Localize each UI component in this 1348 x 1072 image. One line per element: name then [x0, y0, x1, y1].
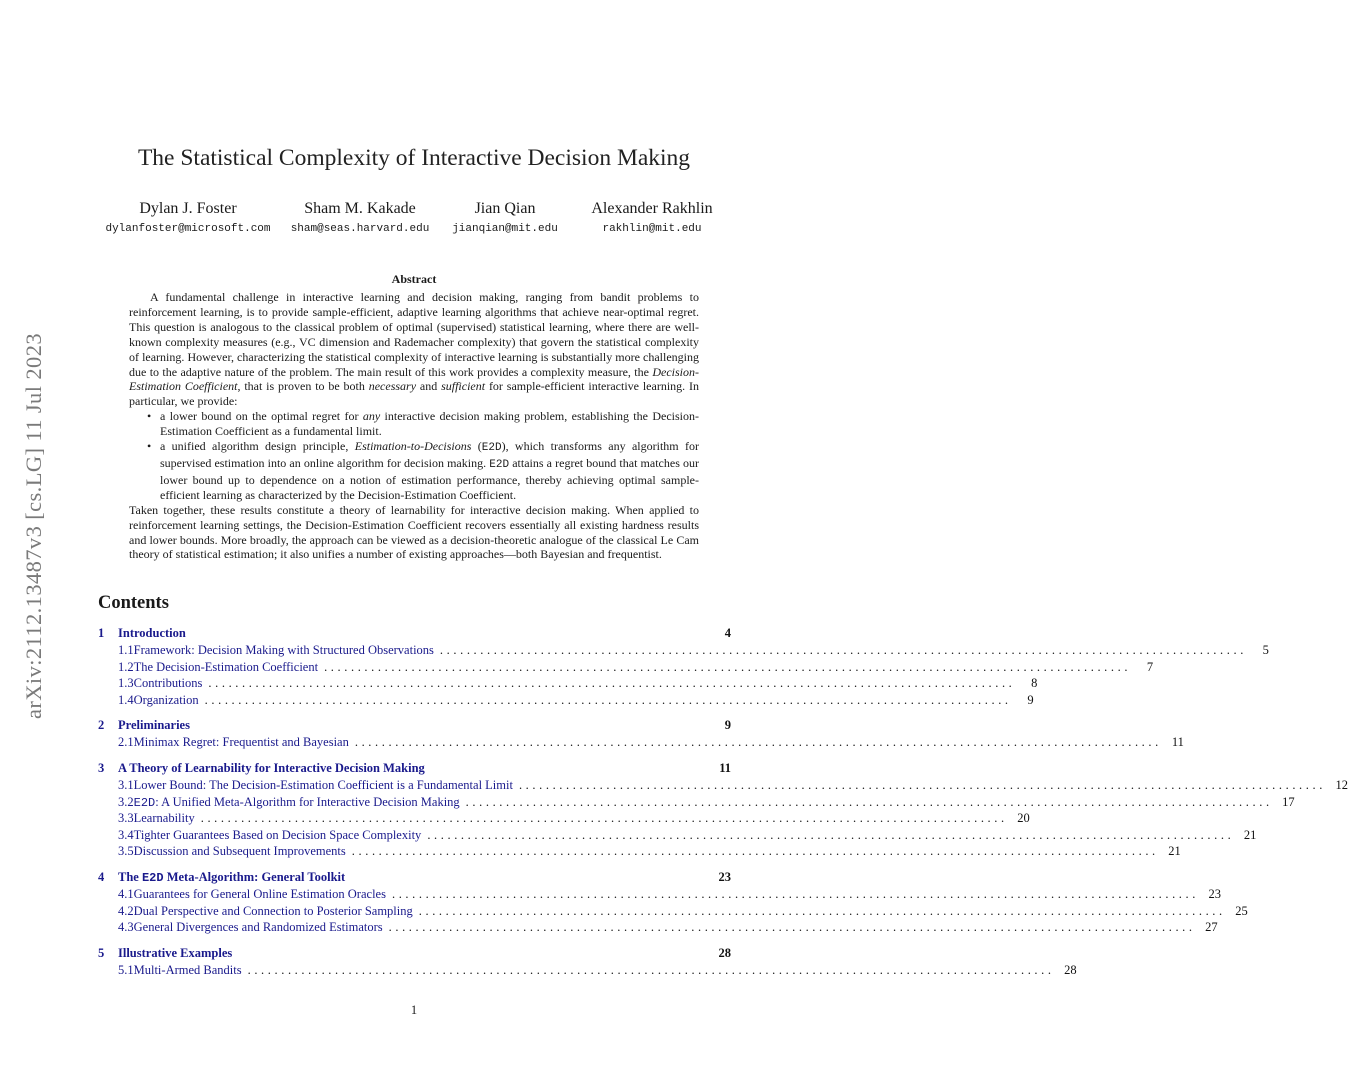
author-name: Jian Qian — [474, 200, 536, 217]
author — [105, 200, 270, 235]
abstract-heading: Abstract — [391, 272, 437, 286]
toc-section-link[interactable]: 2 Preliminaries 9 — [98, 718, 731, 733]
contents-heading: Contents — [98, 593, 169, 613]
toc-section-link[interactable]: 1 Introduction 4 — [98, 626, 731, 640]
contribution-list — [129, 409, 699, 502]
contribution-item: • a lower bound on the optimal regret for any interactive decision making problem, establishing the Decision-Estimation Coefficient as a fundamental limit. — [129, 409, 699, 439]
toc-subsection-link[interactable]: 1.2 The Decision-Estimation Coefficient ........................................................................................................................ 7 — [118, 659, 1154, 674]
toc-subsection-link[interactable]: 3.5 Discussion and Subsequent Improvements ........................................................................................................................ 21 — [118, 844, 1181, 859]
toc-section-link[interactable]: 3 A Theory of Learnability for Interactive Decision Making 11 — [98, 760, 731, 775]
author — [591, 200, 712, 235]
author-name: Dylan J. Foster — [139, 200, 237, 217]
arxiv-sidebar — [19, 296, 49, 756]
arxiv-identifier: arXiv:2112.13487v3 [cs.LG] 11 Jul 2023 — [21, 333, 46, 719]
contribution-item: • a unified algorithm design principle, Estimation-to-Decisions (E2D), which transforms any algorithm for supervised estimation into an online algorithm for decision making. E2D attains a regret bound that matches our lower bound up to dependence on a notion of estimation performance, thereby achieving optimal sample-efficient learning as characterized by the Decision-Estimation Coefficient. — [129, 439, 699, 503]
toc-subsection-link[interactable]: 1.1 Framework: Decision Making with Structured Observations ........................................................................................................................ 5 — [118, 643, 1269, 657]
paper-title: The Statistical Complexity of Interactive Decision Making — [137, 145, 691, 171]
toc-section-link[interactable]: 4 The E2D Meta-Algorithm: General Toolkit 23 — [98, 869, 731, 885]
author — [452, 200, 558, 235]
author — [291, 200, 430, 235]
toc-subsection-link[interactable]: 3.4 Tighter Guarantees Based on Decision Space Complexity ........................................................................................................................ 21 — [118, 827, 1257, 842]
toc-subsection-link[interactable]: 3.2 E2D: A Unified Meta-Algorithm for Interactive Decision Making ........................................................................................................................ 17 — [118, 794, 1295, 810]
toc-subsection-link[interactable]: 4.3 General Divergences and Randomized Estimators ........................................................................................................................ 27 — [118, 920, 1218, 935]
toc-section-link[interactable]: 5 Illustrative Examples 28 — [98, 945, 731, 960]
table-of-contents — [98, 626, 1348, 988]
toc-subsection-link[interactable]: 4.2 Dual Perspective and Connection to Posterior Sampling ........................................................................................................................ 25 — [118, 903, 1248, 918]
author-email: rakhlin@mit.edu — [602, 223, 702, 235]
author-email: dylanfoster@microsoft.com — [105, 223, 271, 235]
toc-subsection-link[interactable]: 3.3 Learnability ........................................................................................................................ 20 — [118, 811, 1030, 826]
abstract-body — [129, 290, 699, 562]
toc-section — [98, 945, 1077, 980]
toc-section — [98, 869, 1248, 937]
toc-subsection-link[interactable]: 2.1 Minimax Regret: Frequentist and Bayesian ........................................................................................................................ 11 — [118, 735, 1184, 750]
toc-subsection-link[interactable]: 1.3 Contributions ........................................................................................................................ 8 — [118, 676, 1038, 691]
toc-subsection-link[interactable]: 5.1 Multi-Armed Bandits ........................................................................................................................ 28 — [118, 962, 1077, 977]
toc-subsection-link[interactable]: 1.4 Organization ........................................................................................................................ 9 — [118, 692, 1034, 707]
abstract-paragraph: Taken together, these results constitute a theory of learnability for interactive decision making. When applied to reinforcement learning settings, the Decision-Estimation Coefficient recovers essentially all existing hardness results and lower bounds. More broadly, the approach can be viewed as a decision-theoretic analogue of the classical Le Cam theory of statistical estimation; it also unifies a number of existing approaches—both Bayesian and frequentist. — [129, 502, 699, 562]
author-name: Sham M. Kakade — [304, 200, 416, 217]
author-email: sham@seas.harvard.edu — [290, 223, 430, 235]
toc-section — [98, 760, 1348, 861]
page-number: 1 — [410, 1003, 418, 1017]
toc-section — [98, 626, 1269, 709]
toc-section — [98, 718, 1184, 752]
author-email: jianqian@mit.edu — [452, 223, 558, 235]
toc-subsection-link[interactable]: 3.1 Lower Bound: The Decision-Estimation Coefficient is a Fundamental Limit ........................................................................................................................ 12 — [118, 777, 1348, 792]
toc-subsection-link[interactable]: 4.1 Guarantees for General Online Estimation Oracles ........................................................................................................................ 23 — [118, 886, 1221, 901]
abstract-paragraph: A fundamental challenge in interactive learning and decision making, ranging from bandit problems to reinforcement learning, is to provide sample-efficient, adaptive learning algorithms that achieve near-optimal regret. This question is analogous to the classical problem of optimal (supervised) statistical learning, where there are well-known complexity measures (e.g., VC dimension and Rademacher complexity) that govern the statistical complexity of learning. However, characterizing the statistical complexity of interactive learning is substantially more challenging due to the adaptive nature of the problem. The main result of this work provides a complexity measure, the Decision-Estimation Coefficient, that is proven to be both necessary and sufficient for sample-efficient interactive learning. In particular, we provide: — [129, 290, 700, 409]
author-name: Alexander Rakhlin — [591, 200, 713, 217]
